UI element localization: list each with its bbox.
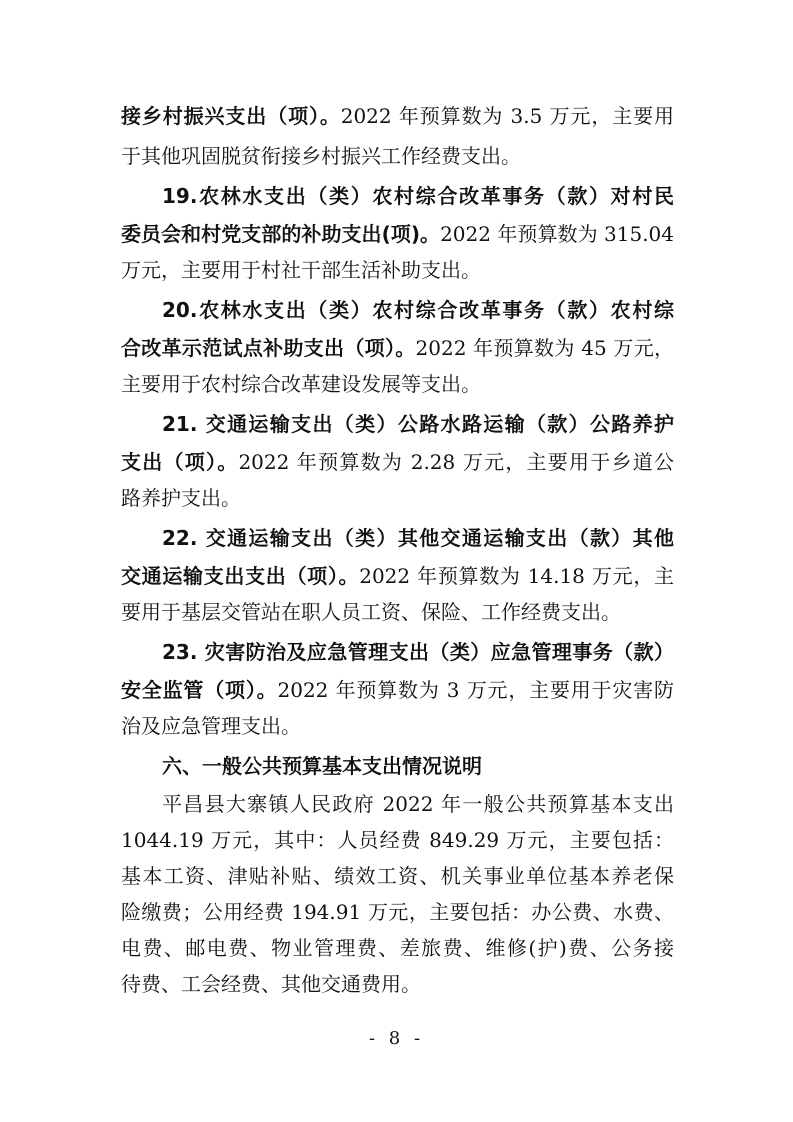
body-text: 待费、工会经费、其他交通费用。 <box>121 972 421 996</box>
text-line <box>121 330 674 366</box>
bold-heading: 22. 交通运输支出（类）其他交通运输支出（款）其他 <box>162 526 674 550</box>
text-line <box>121 672 674 708</box>
page-number: - 8 - <box>368 1028 425 1049</box>
text-line <box>121 558 674 594</box>
text-line <box>162 406 674 442</box>
bold-heading: 19.农林水支出（类）农村综合改革事务（款）对村民 <box>162 184 674 208</box>
text-line <box>121 594 674 630</box>
text-line <box>121 480 674 516</box>
bold-heading: 六、一般公共预算基本支出情况说明 <box>162 754 482 778</box>
text-line <box>121 858 674 894</box>
body-text: 1044.19 万元，其中：人员经费 849.29 万元，主要包括： <box>121 828 674 852</box>
bold-heading: 23. 灾害防治及应急管理支出（类）应急管理事务（款） <box>162 640 674 664</box>
text-line <box>121 930 674 966</box>
text-line <box>121 444 674 480</box>
body-text: 平昌县大寨镇人民政府 2022 年一般公共预算基本支出 <box>162 792 674 816</box>
text-line <box>121 894 674 930</box>
text-line <box>121 708 674 744</box>
body-text: 基本工资、津贴补贴、绩效工资、机关事业单位基本养老保 <box>121 864 674 888</box>
bold-heading: 委员会和村党支部的补助支出(项)。 <box>121 222 441 246</box>
body-text: 2022 年预算数为 14.18 万元，主 <box>359 564 674 588</box>
text-line <box>162 634 674 670</box>
text-line <box>121 252 674 288</box>
body-text: 治及应急管理支出。 <box>121 714 301 738</box>
text-line <box>162 786 674 822</box>
bold-heading: 交通运输支出支出（项）。 <box>121 564 360 588</box>
body-text: 于其他巩固脱贫衔接乡村振兴工作经费支出。 <box>121 144 521 168</box>
body-text: 万元，主要用于村社干部生活补助支出。 <box>121 258 481 282</box>
body-text: 电费、邮电费、物业管理费、差旅费、维修(护)费、公务接 <box>121 936 674 960</box>
bold-heading: 支出（项）。 <box>121 450 239 474</box>
body-text: 要用于基层交管站在职人员工资、保险、工作经费支出。 <box>121 600 621 624</box>
body-text: 2022 年预算数为 3.5 万元，主要用 <box>340 104 674 128</box>
text-line <box>121 366 674 402</box>
text-line <box>121 822 674 858</box>
body-text: 2022 年预算数为 315.04 <box>440 222 674 246</box>
text-line <box>162 520 674 556</box>
text-line <box>121 98 674 134</box>
body-text: 路养护支出。 <box>121 486 241 510</box>
body-text: 2022 年预算数为 45 万元， <box>415 336 674 360</box>
section-heading <box>162 748 674 784</box>
text-line <box>121 138 674 174</box>
text-line <box>121 966 674 1002</box>
text-line <box>162 292 674 328</box>
body-text: 主要用于农村综合改革建设发展等支出。 <box>121 372 481 396</box>
text-line <box>162 178 674 214</box>
body-text: 2022 年预算数为 3 万元，主要用于灾害防 <box>277 678 674 702</box>
bold-heading: 接乡村振兴支出（项）。 <box>121 104 341 128</box>
bold-heading: 安全监管（项）。 <box>121 678 278 702</box>
body-text: 险缴费；公用经费 194.91 万元，主要包括：办公费、水费、 <box>121 900 674 924</box>
bold-heading: 20.农林水支出（类）农村综合改革事务（款）农村综 <box>162 298 674 322</box>
text-line <box>121 216 674 252</box>
bold-heading: 合改革示范试点补助支出（项）。 <box>121 336 416 360</box>
bold-heading: 21. 交通运输支出（类）公路水路运输（款）公路养护 <box>162 412 674 436</box>
body-text: 2022 年预算数为 2.28 万元，主要用于乡道公 <box>238 450 674 474</box>
